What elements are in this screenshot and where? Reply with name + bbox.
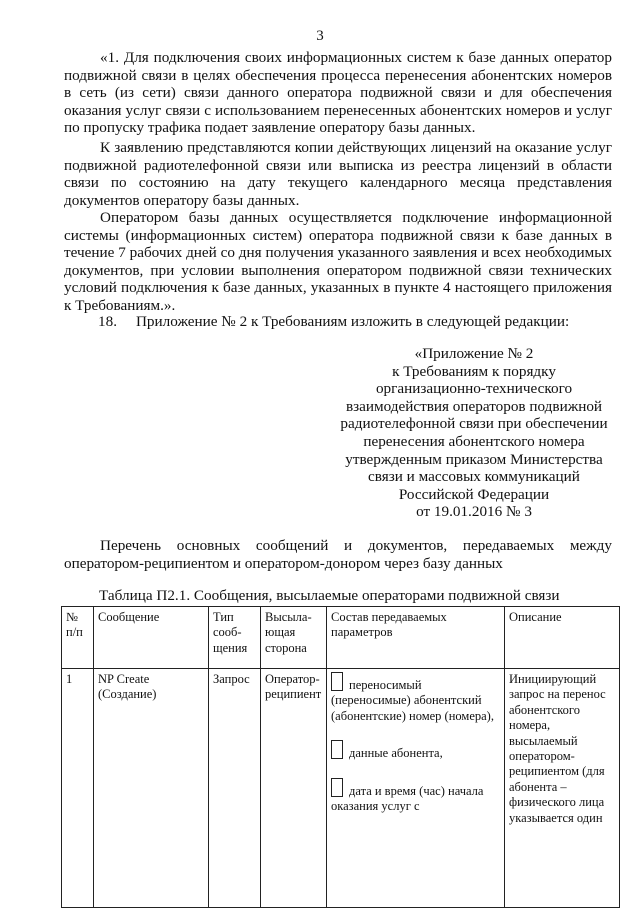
- header-sender: Высыла-ющая сторона: [261, 607, 327, 669]
- cell-num: 1: [62, 669, 94, 908]
- appendix-line: «Приложение № 2: [414, 345, 534, 362]
- cell-params: [327, 669, 505, 908]
- appendix-line: радиотелефонной связи при обеспечении: [340, 415, 608, 433]
- header-type: Тип сооб-щения: [209, 607, 261, 669]
- cell-message: NP Create (Создание): [94, 669, 209, 908]
- param-item: [331, 778, 500, 815]
- header-description: Описание: [505, 607, 620, 669]
- appendix-line: перенесения абонентского номера: [363, 432, 585, 450]
- cell-sender: Оператор-реципиент: [261, 669, 327, 908]
- table-caption: Таблица П2.1. Сообщения, высылаемые операторами подвижной связи: [99, 587, 560, 604]
- appendix-line: от 19.01.2016 № 3: [416, 503, 532, 521]
- header-num: № п/п: [62, 607, 94, 669]
- param-text: переносимый (переносимые) абонентский (абонентские) номер (номера),: [331, 678, 494, 723]
- appendix-line: Российской Федерации: [398, 485, 550, 503]
- header-message: Сообщение: [94, 607, 209, 669]
- paragraph-license-copies: К заявлению представляются копии действующих лицензий на оказание услуг подвижной радиотелефонной связи или выписка из реестра лицензий в области связи по состоянию на дату текущего календарного месяца представления документов оператору базы данных.: [64, 139, 612, 209]
- header-params: Состав передаваемых параметров: [327, 607, 505, 669]
- paragraph-item-18: 18. Приложение № 2 к Требованиям изложить в следующей редакции:: [98, 313, 570, 330]
- checkbox-icon: [331, 740, 343, 759]
- appendix-line: взаимодействия операторов подвижной: [345, 397, 603, 415]
- page-number: 3: [316, 28, 324, 44]
- paragraph-connection-application: «1. Для подключения своих информационных систем к базе данных оператор подвижной связи в целях обеспечения процесса перенесения абонентских номеров в сеть (из сети) связи данного оператора подвижной связи и для обеспечения оказания услуг связи с использованием перенесенных абонентских номеров и услуг по пропуску трафика подает заявление оператору базы данных.: [64, 49, 612, 137]
- appendix-header: [326, 345, 622, 521]
- list-title: Перечень основных сообщений и документов, передаваемых между оператором-реципиентом и оператором-донором через базу данных: [64, 537, 612, 572]
- param-text: данные абонента,: [349, 746, 443, 761]
- table-header-row: [62, 607, 620, 669]
- appendix-line: связи и массовых коммуникаций: [368, 468, 580, 486]
- checkbox-icon: [331, 778, 343, 797]
- table-row: [62, 669, 620, 908]
- cell-type: Запрос: [209, 669, 261, 908]
- param-text: дата и время (час) начала оказания услуг с: [331, 783, 484, 814]
- appendix-line: к Требованиям к порядку: [392, 362, 556, 380]
- param-item: [331, 672, 500, 724]
- appendix-line: утвержденным приказом Министерства: [345, 450, 603, 468]
- param-item: [331, 740, 500, 761]
- checkbox-icon: [331, 672, 343, 691]
- messages-table: [61, 606, 620, 908]
- paragraph-connection-terms: Оператором базы данных осуществляется подключение информационной системы (информационных систем) оператора подвижной связи к базе данных в течение 7 рабочих дней со дня получения указанного заявления и всех необходимых документов, при условии выполнения оператором подвижной связи технических условий подключения к базе данных, указанных в пункте 4 настоящего приложения к Требованиям.».: [64, 209, 612, 314]
- appendix-line: организационно-технического: [375, 380, 573, 398]
- cell-description: Инициирующий запрос на перенос абонентского номера, высылаемый оператором-реципиентом (для абонента – физического лица указывается один: [505, 669, 620, 908]
